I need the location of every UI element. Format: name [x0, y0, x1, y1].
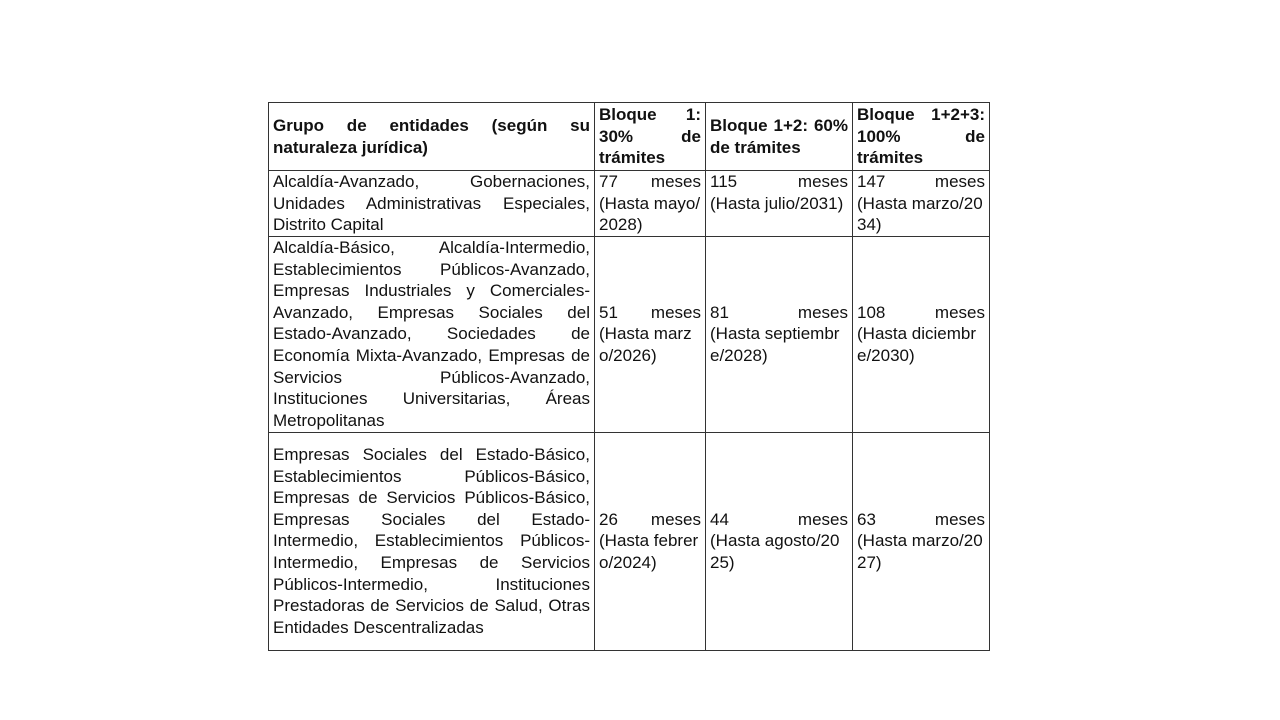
table-row [269, 236, 990, 432]
bloque-1-2-cell [706, 432, 853, 650]
deadline-value: (Hasta diciembre/2030) [857, 324, 977, 366]
entities-cell: Alcaldía-Básico, Alcaldía-Intermedio, Establecimientos Públicos-Avanzado, Empresas Industriales y Comerciales-Avanzado, Empresas Sociales del Estado-Avanzado, Sociedades de Economía Mixta-Avanzado, Empresas de Servicios Públicos-Avanzado, Instituciones Universitarias, Áreas Metropolitanas [269, 236, 595, 432]
months-value: 147 meses [857, 172, 985, 191]
deadline-value: (Hasta julio/2031) [710, 193, 844, 213]
header-bloque-1-2: Bloque 1+2: 60% de trámites [706, 103, 853, 171]
months-value: 51 meses [599, 302, 701, 322]
bloque-1-cell [595, 432, 706, 650]
header-bloque-1: Bloque 1: 30% de trámites [595, 103, 706, 171]
months-value: 81 meses [710, 302, 848, 322]
months-value: 44 meses [710, 509, 848, 529]
table-header-row [269, 103, 990, 171]
deadline-value: (Hasta febrero/2024) [599, 531, 699, 573]
months-value: 77 meses [599, 172, 701, 191]
deadlines-table [268, 102, 990, 651]
deadline-value: (Hasta mayo/2028) [599, 193, 701, 235]
months-value: 108 meses [857, 302, 985, 322]
deadline-value: (Hasta agosto/2025) [710, 531, 840, 573]
months-value: 63 meses [857, 509, 985, 529]
months-value: 26 meses [599, 509, 701, 529]
bloque-1-2-3-cell [853, 236, 990, 432]
deadline-value: (Hasta marzo/2034) [857, 193, 983, 235]
bloque-1-2-cell [706, 236, 853, 432]
bloque-1-cell [595, 236, 706, 432]
deadline-value: (Hasta marzo/2026) [599, 324, 692, 366]
table-row [269, 432, 990, 650]
bloque-1-cell [595, 171, 706, 237]
deadline-value: (Hasta septiembre/2028) [710, 324, 840, 366]
header-group-entities: Grupo de entidades (según su naturaleza jurídica) [269, 103, 595, 171]
header-bloque-1-2-3: Bloque 1+2+3: 100% de trámites [853, 103, 990, 171]
months-value: 115 meses [710, 172, 848, 191]
bloque-1-2-3-cell [853, 171, 990, 237]
bloque-1-2-3-cell [853, 432, 990, 650]
table-row [269, 171, 990, 237]
entities-cell: Empresas Sociales del Estado-Básico, Establecimientos Públicos-Básico, Empresas de Servicios Públicos-Básico, Empresas Sociales del Estado-Intermedio, Establecimientos Públicos-Intermedio, Empresas de Servicios Públicos-Intermedio, Instituciones Prestadoras de Servicios de Salud, Otras Entidades Descentralizadas [269, 432, 595, 650]
entities-cell: Alcaldía-Avanzado, Gobernaciones, Unidades Administrativas Especiales, Distrito Capital [269, 171, 595, 237]
deadline-value: (Hasta marzo/2027) [857, 531, 983, 573]
bloque-1-2-cell [706, 171, 853, 237]
